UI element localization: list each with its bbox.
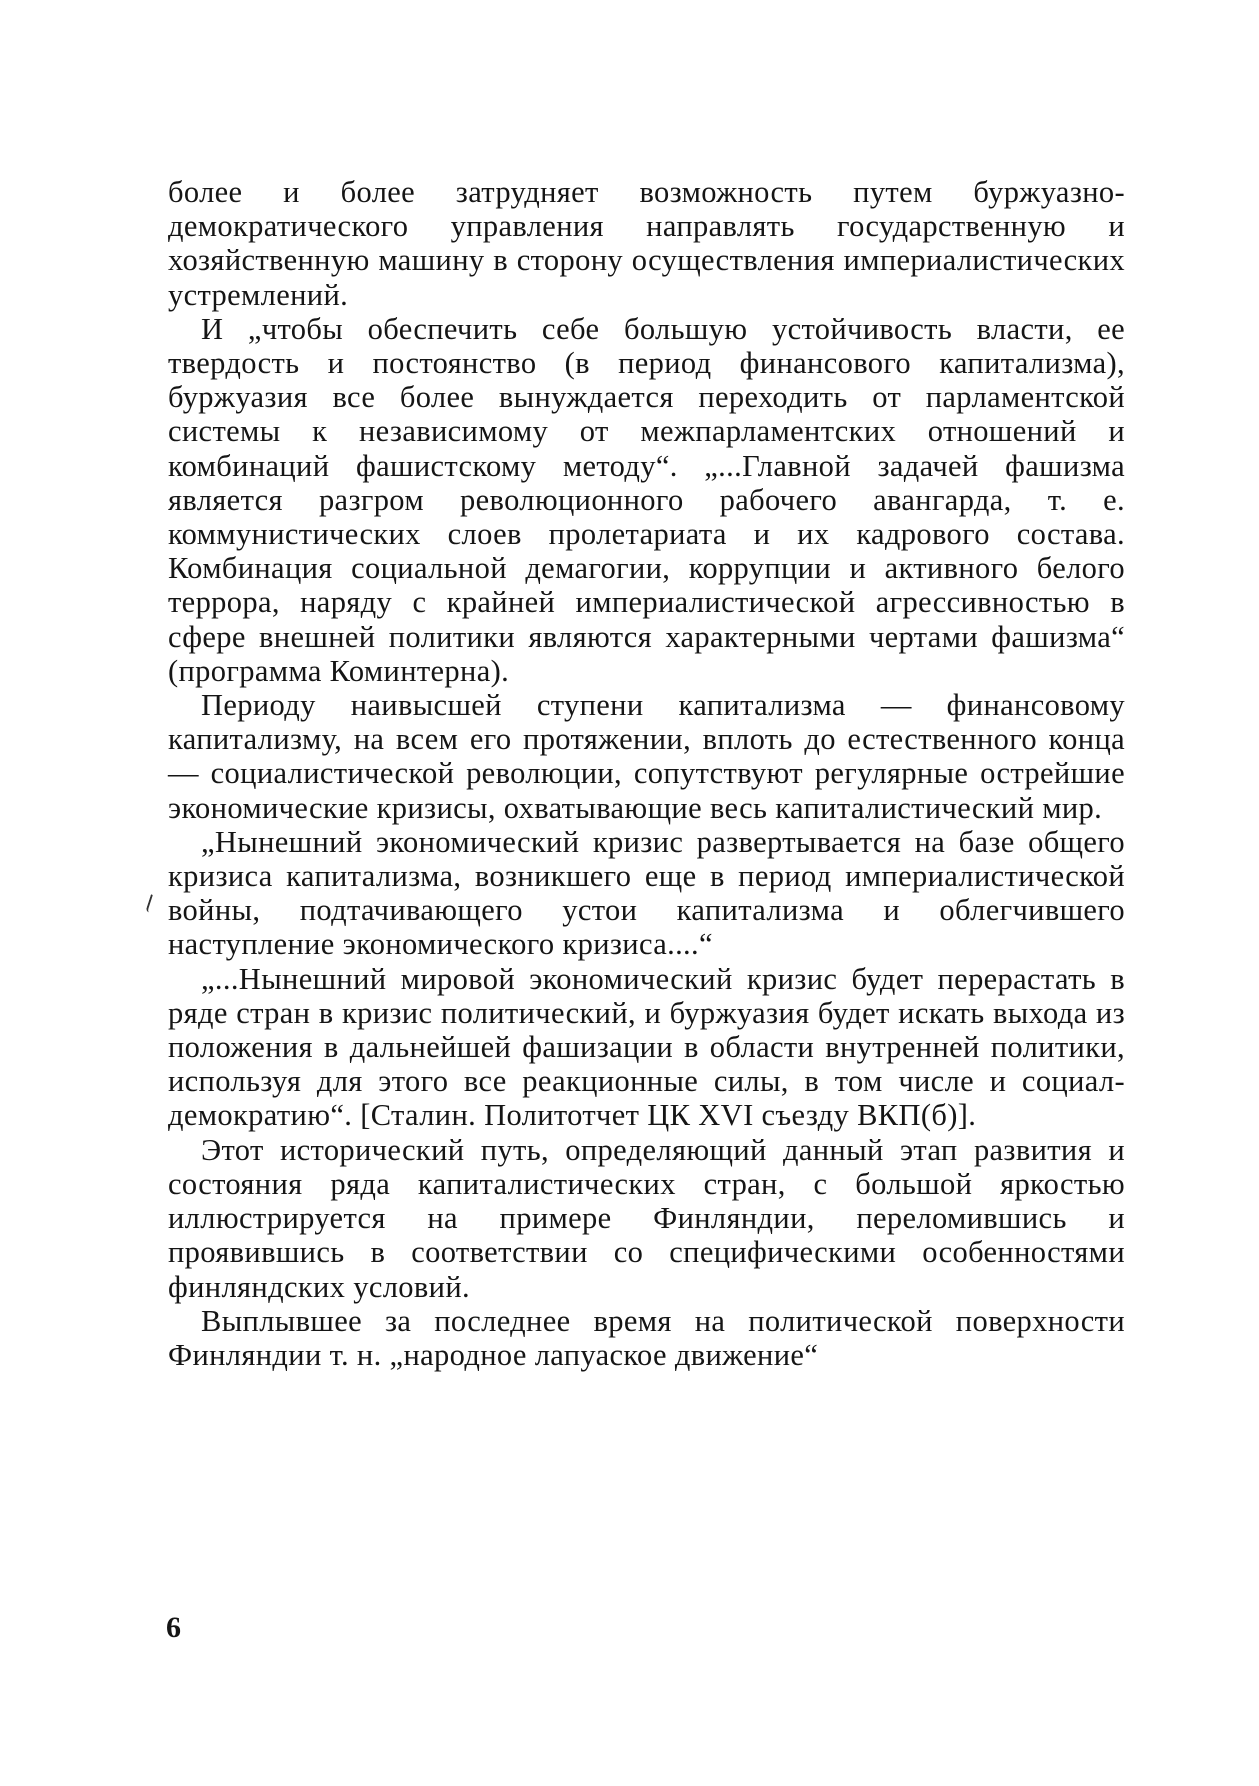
paragraph-1: более и более затрудняет возможность путем буржуазно-демократического управления направлять государственную и хозяйственную машину в сторону осуществления империалистических устремлений. [168,175,1125,312]
paragraph-6: Этот исторический путь, определяющий данный этап развития и состояния ряда капиталистических стран, с большой яркостью иллюстрируется на примере Финляндии, переломившись и проявившись в соответствии со специфическими особенностями финляндских условий. [168,1132,1125,1304]
paragraph-5: „...Нынешний мировой экономический кризис будет перерастать в ряде стран в кризис политический, и буржуазия будет искать выхода из положения в дальнейшей фашизации в области внутренней политики, используя для этого все реакционные силы, в том числе и социал-демократию“. [Сталин. Политотчет ЦК XVI съезду ВКП(б)]. [168,961,1125,1133]
paragraph-2: И „чтобы обеспечить себе большую устойчивость власти, ее твердость и постоянство (в период финансового капитализма), буржуазия все более вынуждается переходить от парламентской системы к независимому от межпарламентских отношений и комбинаций фашистскому методу“. „...Главной задачей фашизма является разгром революционного рабочего авангарда, т. е. коммунистических слоев пролетариата и их кадрового состава. Комбинация социальной демагогии, коррупции и активного белого террора, наряду с крайней империалистической агрессивностью в сфере внешней политики являются характерными чертами фашизма“ (программа Коминтерна). [168,311,1125,688]
paragraph-4: „Нынешний экономический кризис развертывается на базе общего кризиса капитализма, возникшего еще в период империалистической войны, подтачивающего устои капитализма и облегчившего наступление экономического кризиса....“ [168,824,1125,962]
page-number: 6 [166,1611,181,1644]
margin-mark [145,894,158,914]
paragraph-3: Периоду наивысшей ступени капитализма — финансовому капитализму, на всем его протяжении, вплоть до естественного конца — социалистической революции, сопутствуют регулярные острейшие экономические кризисы, охватывающие весь капиталистический мир. [168,688,1125,825]
paragraph-7: Выплывшее за последнее время на политической поверхности Финляндии т. н. „народное лапуаское движение“ [168,1303,1125,1372]
page-text [168,175,1125,1372]
